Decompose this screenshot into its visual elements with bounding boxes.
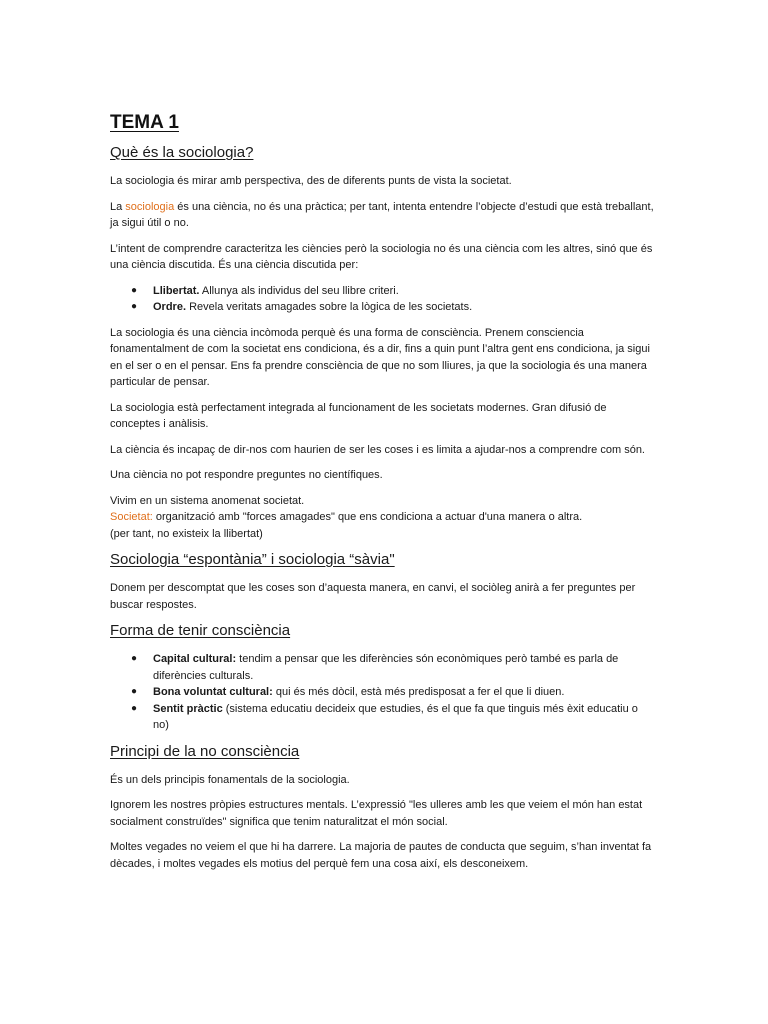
bullet-icon: ● (131, 301, 138, 312)
document-title: TEMA 1 (110, 112, 179, 133)
paragraph: Una ciència no pot respondre preguntes no científiques. (110, 469, 383, 481)
list-item-term: Bona voluntat cultural: (153, 686, 273, 698)
paragraph: La sociologia és mirar amb perspectiva, des de diferents punts de vista la societat. (110, 175, 512, 187)
bullet-list (110, 651, 655, 734)
paragraph: Donem per descomptat que les coses son d’aquesta manera, en canvi, el sociòleg anirà a fer preguntes per buscar respostes. (110, 582, 636, 611)
bullet-icon: ● (131, 702, 138, 714)
list-item-term: Llibertat. (153, 284, 200, 297)
text-run: organització amb "forces amagades" que ens condiciona a actuar d'una manera o altra. (152, 511, 583, 523)
heading-forma-tenir-consciencia: Forma de tenir consciència (110, 622, 291, 639)
text-run: és una ciència, no és una pràctica; per tant, intenta entendre l’objecte d’estudi que està treballant, ja sigui útil o no. (110, 200, 654, 229)
list-item-term: Ordre. (153, 301, 187, 313)
list-item-term: Capital cultural: (153, 653, 237, 665)
paragraph: La sociologia està perfectament integrada al funcionament de les societats modernes. Gran difusió de conceptes i anàlisis. (110, 401, 607, 430)
list-item (131, 684, 655, 701)
text-run: Vivim en un sistema anomenat societat. (110, 494, 305, 507)
paragraph (110, 199, 655, 232)
paragraph: Ignorem les nostres pròpies estructures mentals. L’expressió "les ulleres amb les que veiem el món han estat socialment construïdes" significa que tenim naturalitzat el món social. (110, 799, 643, 828)
heading-sociologia-espontania: Sociologia “espontània” i sociologia “sàvia" (110, 551, 395, 568)
bullet-list (110, 283, 655, 316)
paragraph: És un dels principis fonamentals de la sociologia. (110, 773, 350, 786)
paragraph: La ciència és incapaç de dir-nos com haurien de ser les coses i es limita a ajudar-nos a comprendre com són. (110, 443, 645, 456)
paragraph (110, 493, 655, 543)
list-item-term: Sentit pràctic (153, 702, 223, 715)
list-item (131, 701, 655, 734)
bullet-icon: ● (131, 653, 138, 664)
list-item (131, 283, 655, 300)
list-item-text: tendim a pensar que les diferències són econòmiques però també es parla de diferències culturals. (153, 653, 619, 682)
paragraph: La sociologia és una ciència incòmoda perquè és una forma de consciència. Prenem consciencia fonamentalment de com la societat ens condiciona, és a dir, fins a quin punt l’altra gent ens condiciona, ja sigui en el ser o en el pensar. Ens fa prendre consciència de que no som lliures, ja que la sociologia és una manera particular de pensar. (110, 326, 650, 388)
list-item (131, 651, 655, 684)
heading-principi-no-consciencia: Principi de la no consciència (110, 742, 300, 760)
paragraph: Moltes vegades no veiem el que hi ha darrere. La majoria de pautes de conducta que seguim, s’han inventat fa dècades, i moltes vegades els motius del perquè fem una cosa així, els desconeixem. (110, 841, 652, 870)
document-content (110, 112, 655, 881)
bullet-icon: ● (131, 686, 138, 697)
text-run: La (110, 200, 126, 213)
list-item-text: Revela veritats amagades sobre la lògica de les societats. (186, 301, 473, 313)
bullet-icon: ● (131, 284, 138, 296)
list-item-text: (sistema educatiu decideix que estudies, és el que fa que tinguis més èxit educatiu o no) (153, 702, 638, 731)
list-item-text: qui és més dòcil, està més predisposat a fer el que li diuen. (272, 686, 565, 698)
list-item-text: Allunya als individus del seu llibre criteri. (199, 284, 399, 297)
highlighted-term: sociologia (125, 200, 175, 213)
list-item (131, 299, 655, 316)
paragraph: L’intent de comprendre caracteritza les ciències però la sociologia no és una ciència com les altres, sinó que és una ciència discutida. És una ciència discutida per: (110, 242, 653, 271)
text-run: (per tant, no existeix la llibertat) (110, 527, 263, 540)
highlighted-term: Societat: (110, 511, 153, 523)
heading-que-es-sociologia: Què és la sociologia? (110, 144, 254, 161)
